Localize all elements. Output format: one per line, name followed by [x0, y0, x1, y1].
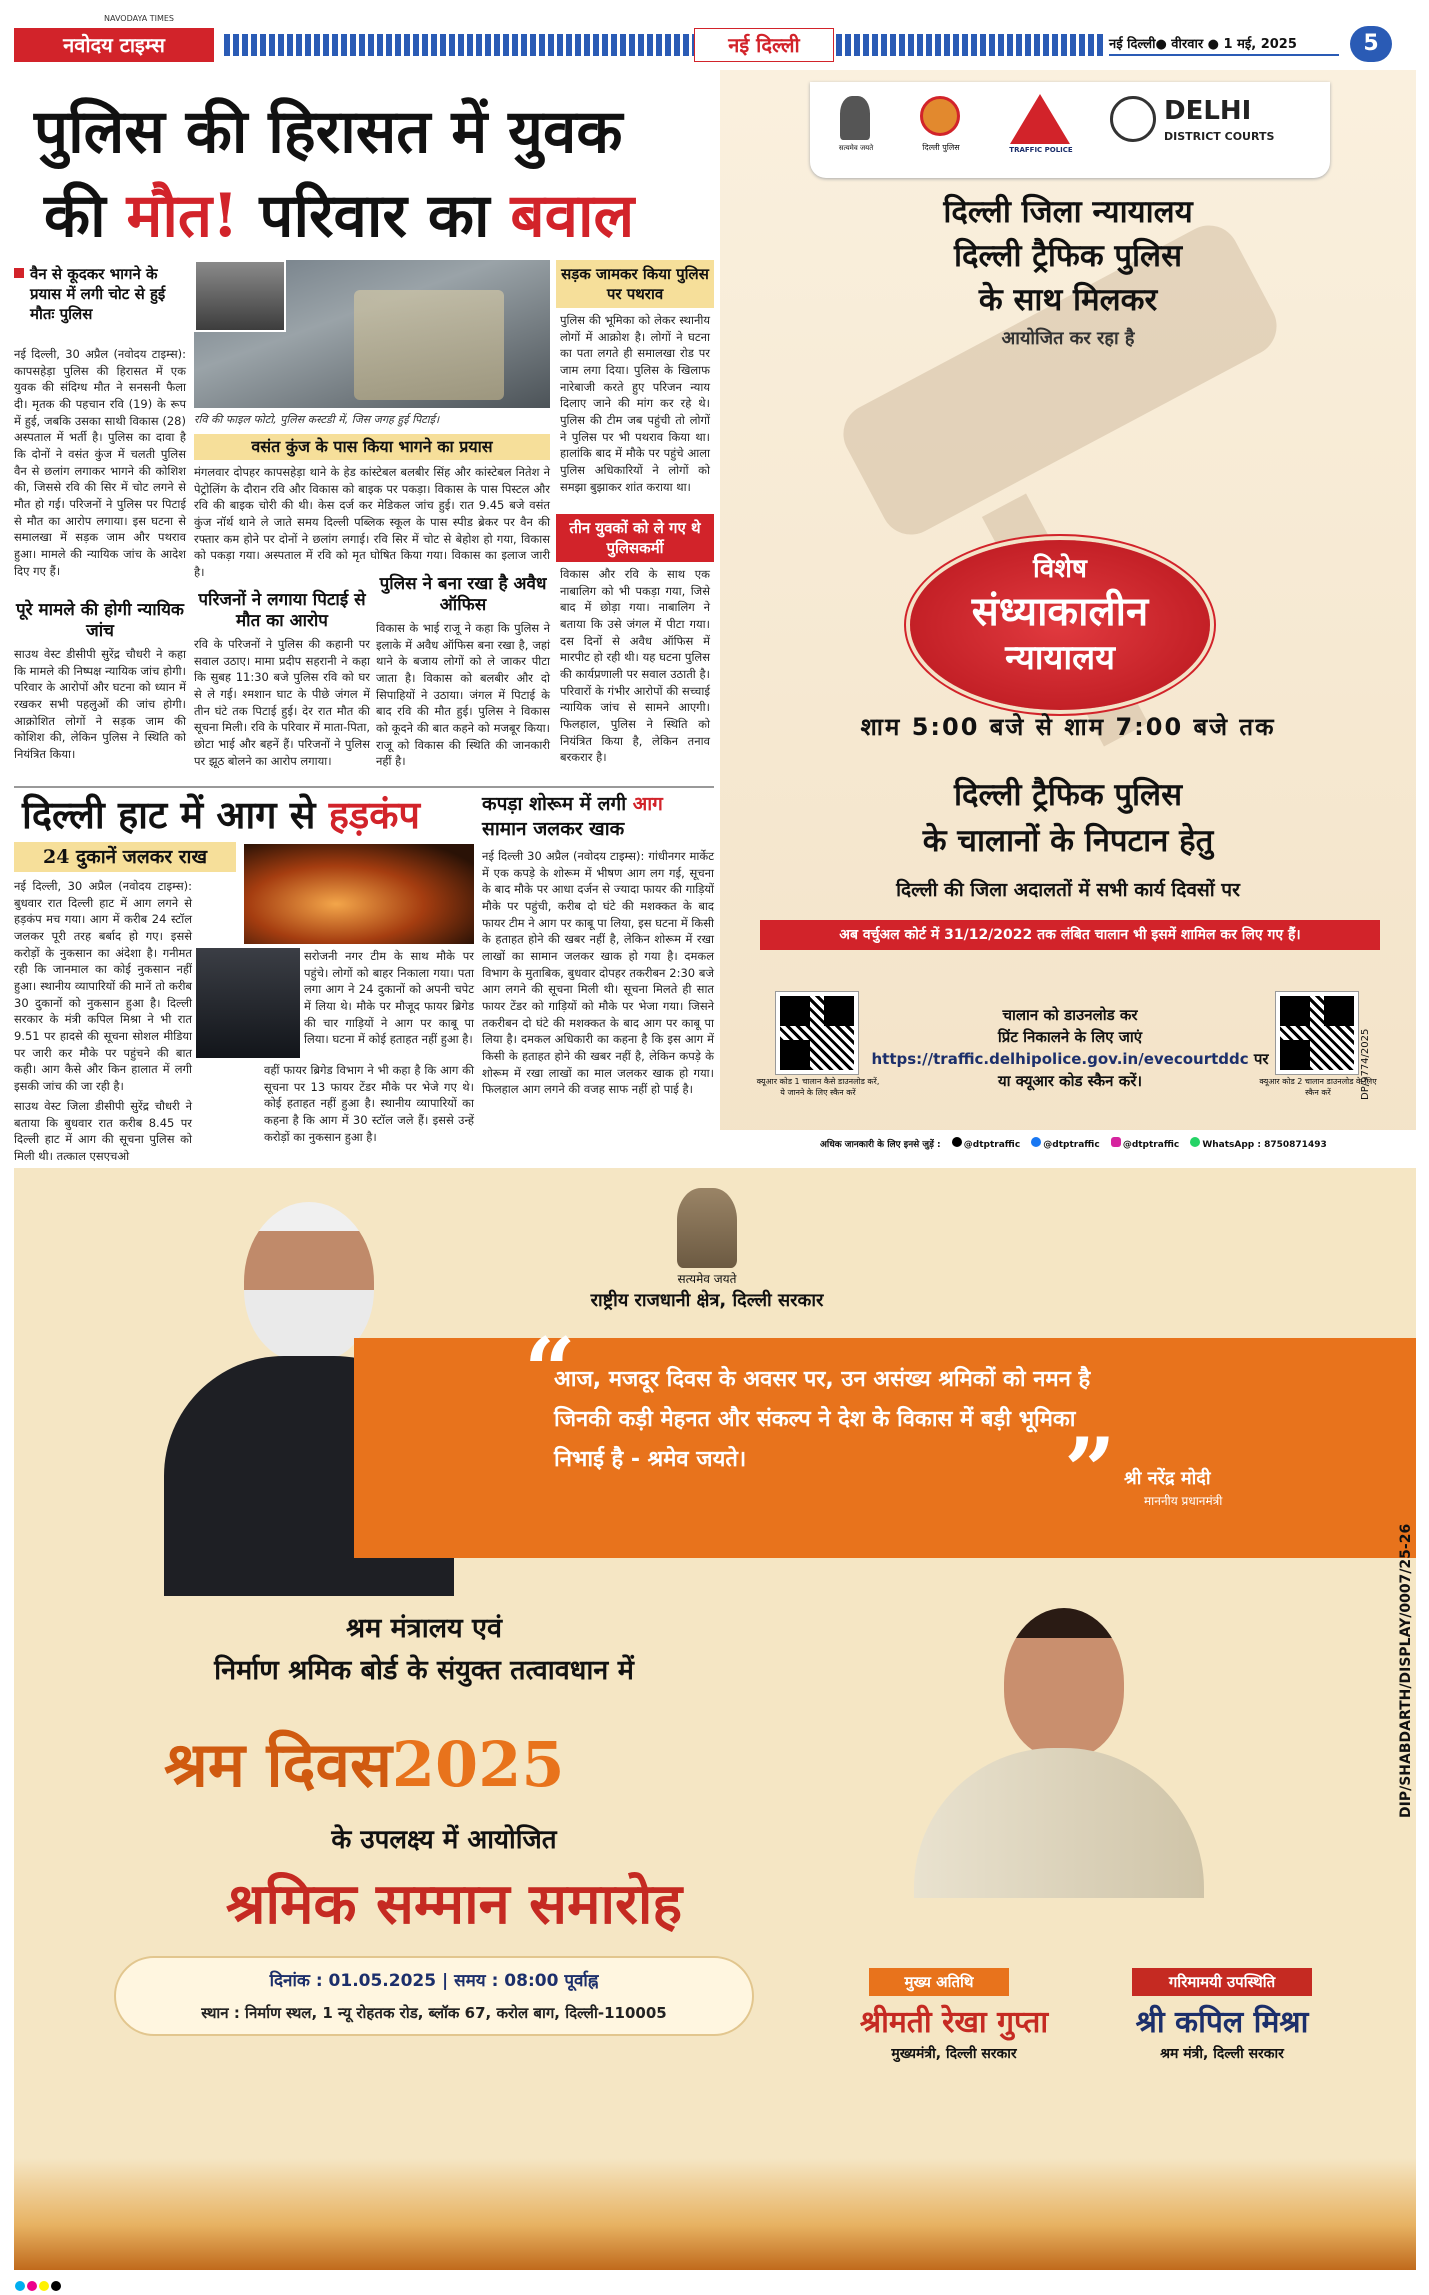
event-title [164, 1728, 764, 1802]
ad-labour-day [14, 1168, 1416, 2270]
social-facebook[interactable]: @dtptraffic [1043, 1140, 1100, 1150]
date-time: दिनांक : 01.05.2025 | समय : 08:00 पूर्वाह्न [269, 1971, 599, 1991]
whatsapp-icon [1190, 1137, 1200, 1147]
header-stripe-left [224, 34, 694, 56]
quote-author-title: माननीय प्रधानमंत्री [1144, 1494, 1223, 1508]
ad1-notice: अब वर्चुअल कोर्ट में 31/12/2022 तक लंबित चालान भी इसमें शामिल कर लिए गए हैं। [760, 920, 1380, 950]
facebook-icon [1031, 1137, 1041, 1147]
headline-part: दिल्ली हाट में आग से [22, 792, 329, 837]
headline-part: सामान जलकर खाक [482, 818, 625, 840]
portrait-body [914, 1748, 1204, 1898]
qr1-label: क्यूआर कोड 1 चालान कैसे डाउनलोड करें, ये जानने के लिए स्कैन करें [756, 1077, 880, 1097]
story1-body1: नई दिल्ली, 30 अप्रैल (नवोदय टाइम्स): कापसहेड़ा पुलिस की हिरासत में एक युवक की संदिग्ध मौत ने सनसनी फैला दी। मृतक की पहचान रवि (19) के रूप में हुई, जबकि उसका साथी विकास (28) अस्पताल में भर्ती है। पुलिस का दावा है कि दोनों ने वसंत कुंज में चलती पुलिस वैन से छलांग लगाकर भागने की कोशिश की, जिससे रवि की सिर में चोट लगने से मौत हो गई। परिजनों ने पुलिस पर पिटाई से मौत का आरोप लगाया। इस घटना से समालखा में सड़क जाम और पथराव हुआ। मामले की न्यायिक जांच के आदेश दिए गए हैं। [14, 347, 186, 578]
masthead [14, 14, 1414, 62]
court-logo-title: DELHI [1164, 96, 1252, 126]
chief-guest-name: श्रीमती रेखा गुप्ता [859, 2005, 1049, 2040]
story1-photo [194, 260, 550, 408]
footer-lead: अधिक जानकारी के लिए इनसे जुड़ें : [820, 1140, 941, 1150]
box1-heading: सड़क जामकर किया पुलिस पर पथराव [556, 260, 714, 308]
header-stripe-right [836, 34, 1104, 56]
date-pill [114, 1956, 754, 2036]
story2 [14, 792, 474, 1164]
sidebar-box2 [556, 514, 714, 776]
badge-line1: विशेष [1033, 554, 1087, 584]
guest-name: श्री कपिल मिश्रा [1135, 2005, 1309, 2040]
quote-box [354, 1318, 1416, 1558]
ad1-timing: शाम 5:00 बजे से शाम 7:00 बजे तक [860, 713, 1276, 741]
download-url-tail: पर [1248, 1050, 1269, 1068]
headline-highlight: हड़कंप [328, 792, 421, 837]
download-line2: प्रिंट निकालने के लिए जाएं [997, 1028, 1143, 1046]
occasion: के उपलक्ष्य में आयोजित [331, 1825, 557, 1855]
badge-line2: संध्याकालीन [971, 588, 1149, 635]
ad1-title-line1: दिल्ली जिला न्यायालय [943, 194, 1193, 230]
brand-logo: नवोदय टाइम्स [14, 28, 214, 62]
story2-body2: साउथ वेस्ट जिला डीसीपी सुरेंद्र चौधरी ने बताया कि बुधवार रात करीब 8.45 पर दिल्ली हाट में आग की सूचना पुलिस को मिली थी। तत्काल एसएचओ [14, 1099, 192, 1164]
ashoka-emblem-icon [840, 96, 870, 140]
portrait-head [1004, 1608, 1124, 1758]
ad1-title-line3: के साथ मिलकर [978, 282, 1158, 318]
logo-strip [810, 82, 1330, 178]
story1-body2: साउथ वेस्ट डीसीपी सुरेंद्र चौधरी ने कहा कि मामले की निष्पक्ष न्यायिक जांच होगी। परिवार के आरोपों और घटना को ध्यान में रखकर सभी पहलुओं की जांच होगी। आक्रोशित लोगों ने सड़क जाम की कोशिश की, लेकिन पुलिस ने स्थिति को नियंत्रित किया। [14, 647, 186, 762]
brand-small: NAVODAYA TIMES [104, 14, 175, 23]
organizers [114, 1608, 734, 1692]
headline-part: कपड़ा शोरूम में लगी [482, 793, 633, 815]
district-court-seal-icon [1110, 96, 1156, 142]
story1-headline-line2 [44, 180, 724, 252]
download-info [870, 1004, 1270, 1092]
chief-guest-title: मुख्यमंत्री, दिल्ली सरकार [891, 2046, 1017, 2062]
story2-headline [22, 792, 482, 838]
govt-name: राष्ट्रीय राजधानी क्षेत्र, दिल्ली सरकार [590, 1290, 824, 1311]
instagram-icon [1111, 1137, 1121, 1147]
story1-body5: विकास के भाई राजू ने कहा कि पुलिस ने इलाके में अवैध ऑफिस बना रखा है, जहां थाने के बजाय लोगों को ले जाकर पीटा जाता है। विकास को बलबीर और दो सिपाहियों ने उठाया। जंगल में पिटाई के बाद रवि की मौत हुई। पुलिस ने विकास को कूदने की बात कहने को मजबूर किया। राजू को विकास की स्थिति की जानकारी नहीं है। [376, 621, 550, 769]
story3 [482, 792, 714, 1152]
sidebar-box1 [556, 260, 714, 506]
qr2-label: क्यूआर कोड 2 चालान डाउनलोड के लिए स्कैन करें [1259, 1077, 1377, 1097]
event-title-year: 2025 [391, 1728, 565, 1801]
ad1-code: DP/9774/2025 [1360, 1028, 1371, 1100]
story1 [14, 96, 714, 786]
story1-photo-caption: रवि की फाइल फोटो, पुलिस कस्टडी में, जिस जगह हुई पिटाई। [194, 413, 440, 426]
close-quote-icon: ” [1064, 1418, 1116, 1524]
story2-body3: सरोजनी नगर टीम के साथ मौके पर पहुंचे। लोगों को बाहर निकाला गया। पता लगा आग ने 24 दुकानों को अपनी चपेट में लिया थे। मौके पर मौजूद फायर ब्रिगेड की चार गाड़ियों ने आग पर काबू पा लिया। घटना में कोई हताहत नहीं हुआ है। [304, 949, 474, 1047]
x-icon [952, 1137, 962, 1147]
story1-banner: वसंत कुंज के पास किया भागने का प्रयास [194, 434, 550, 460]
box2-body: विकास और रवि के साथ एक नाबालिग को भी पकड़ा गया, जिसे बाद में छोड़ा गया। नाबालिग ने बताया कि उसे जंगल में पीटा गया। दस दिनों से अवैध ऑफिस में मारपीट हो रही थी। यह घटना पुलिस की कार्यप्रणाली पर सवाल उठाती है। परिवारों के गंभीर आरोपों की सच्चाई न्यायिक जांच से सामने आएगी। फिलहाल, पुलिस ने स्थिति को नियंत्रित किया है, लेकिन तनाव बरकरार है। [560, 567, 710, 765]
social-whatsapp[interactable]: WhatsApp : 8750871493 [1202, 1140, 1327, 1150]
city-label: नई दिल्ली [694, 28, 834, 62]
story1-body3: मंगलवार दोपहर कापसहेड़ा थाने के हेड कांस्टेबल बलबीर सिंह और कांस्टेबल नितेश ने पेट्रोलिंग के दौरान रवि और विकास को बाइक पर पकड़ा। विकास के पास पिस्टल और रवि की बाइक चोरी की थी। केस दर्ज कर मेडिकल जांच हुई। रात 9.45 बजे वसंत कुंज नॉर्थ थाने ले जाते समय दिल्ली पब्लिक स्कूल के पास स्पीड ब्रेकर पर वैन की रफ्तार कम होने पर दोनों ने छलांग लगाई। रवि सिर में चोट से बेहोश हो गया, विकास को पकड़ा गया। अस्पताल में रवि को मृत घोषित किया गया। विकास का इलाज जारी है। [194, 465, 550, 580]
venue: स्थान : निर्माण स्थल, 1 न्यू रोहतक रोड, ब्लॉक 67, करोल बाग, दिल्ली-110005 [201, 2004, 667, 2022]
event-title-a: श्रम दिवस [164, 1728, 392, 1801]
delhi-police-logo-icon [920, 96, 960, 136]
logo-label: दिल्ली पुलिस [922, 143, 960, 152]
workers-silhouette-band [14, 2158, 1416, 2270]
download-line1: चालान को डाउनलोड कर [1002, 1006, 1138, 1024]
story3-body: नई दिल्ली 30 अप्रैल (नवोदय टाइम्स): गांधीनगर मार्केट में एक कपड़े के शोरूम में भीषण आग लग गई, सूचना के बाद मौके पर आधा दर्जन से ज्यादा फायर की गाड़ियों मौके पर पहुंची, करीब दो घंटे की मशक्कत के बाद फायर टीम ने आग पर काबू पा लिया, इस घटना में किसी के हताहत होने की खबर नहीं है, लेकिन शोरूम में रखा लाखों का सामान जलकर खाक हो गया है। दमकल विभाग के मुताबिक, बुधवार दोपहर तकरीबन 2:30 बजे आग लगने की सूचना मिली थी। सूचना मिलते ही सात फायर टेंडर को गाड़ियों को मौके पर भेजा गया। जिसने तकरीबन दो घंटे की मशक्कत के बाद आग पर काबू पा लिया है। दमकल अधिकारी का कहना है कि इस आग में किसी के हताहत होने की खबर नहीं है, लेकिन कपड़े के शोरूम में रखा लाखों का माल जलकर खाक हो गया। फिलहाल आग लगने की वजह साफ नहीं हो पाई है। [482, 849, 714, 1097]
story1-body4: रवि के परिजनों ने पुलिस की कहानी पर सवाल उठाए। मामा प्रदीप सहरानी ने कहा कि सुबह 11:30 बजे पुलिस रवि को घर से ले गई। श्मशान घाट के पीछे जंगल में तीन घंटे तक पिटाई हुई। देर रात मौत की सूचना मिली। रवि के परिवार में माता-पिता, छोटा भाई और बहनें हैं। परिजनों ने पुलिस पर झूठ बोलने का आरोप लगाया। [194, 637, 370, 768]
download-url-link[interactable]: https://traffic.delhipolice.gov.in/evecourtddc [871, 1050, 1249, 1068]
ad1-purpose [720, 772, 1416, 864]
headline-highlight: मौत! [126, 181, 239, 251]
event-main: श्रमिक सम्मान समारोह [225, 1871, 683, 1937]
ad2-code: DIP/SHABDARTH/DISPLAY/0007/25-26 [1398, 1523, 1414, 1818]
story1-subhead1: पूरे मामले की होगी न्यायिक जांच [15, 600, 184, 641]
story1-kicker [14, 264, 186, 324]
ad1-courts: दिल्ली की जिला अदालतों में सभी कार्य दिवसों पर [896, 879, 1240, 901]
social-instagram[interactable]: @dtptraffic [1122, 1140, 1180, 1150]
story2-body1: नई दिल्ली, 30 अप्रैल (नवोदय टाइम्स): बुधवार रात दिल्ली हाट में आग लगने से हड़कंप मच गया। आग में करीब 24 स्टॉल जलकर पूरी तरह बर्बाद हो गए। इससे करोड़ों के नुकसान का अंदेशा है। गनीमत रही कि जानमाल का कोई नुकसान नहीं हुआ। स्थानीय व्यापारियों की मानें तो करीब 30 दुकानों को नुकसान हुआ है। दिल्ली सरकार के मंत्री कपिल मिश्रा ने भी रात 9.51 पर हादसे की सूचना सोशल मीडिया पर जारी कर मौके पर पहुंचने की बात कही। आग कैसे और किन हालात में लगी इसकी जांच की जा रही है। [14, 879, 192, 1094]
headline-highlight: बवाल [510, 181, 635, 251]
court-logo-subtitle: DISTRICT COURTS [1164, 130, 1275, 143]
kicker-bullet [14, 268, 24, 278]
kicker-text: वैन से कूदकर भागने के प्रयास में लगी चोट से हुई मौतः पुलिस [30, 265, 166, 323]
qr-code-2[interactable] [1276, 992, 1358, 1074]
org-line1: श्रम मंत्रालय एवं [345, 1613, 502, 1644]
traffic-police-logo-icon [1010, 94, 1070, 144]
qr-code-1[interactable] [776, 992, 858, 1074]
story2-fire-photo [244, 844, 474, 944]
box2-heading: तीन युवकों को ले गए थे पुलिसकर्मी [556, 514, 714, 562]
story1-subhead2: परिजनों ने लगाया पिटाई से मौत का आरोप [198, 590, 366, 631]
ad1-title-line2: दिल्ली ट्रैफिक पुलिस [953, 238, 1183, 274]
evening-court-badge [910, 540, 1210, 710]
ad1-footer [720, 1130, 1416, 1160]
divider [14, 786, 714, 788]
org-line2: निर्माण श्रमिक बोर्ड के संयुक्त तत्वावधान में [214, 1655, 634, 1686]
story3-headline [482, 792, 714, 842]
story2-body4: वहीं फायर ब्रिगेड विभाग ने भी कहा है कि आग की सूचना पर 13 फायर टेंडर मौके पर भेजे गए थे। कोई हताहत नहीं हुआ है। स्थानीय व्यापारियों का कहना है कि आग में 30 स्टॉल जले हैं। इससे उन्हें करोड़ों का नुकसान हुआ है। [264, 1063, 474, 1144]
story2-minister-photo [196, 948, 300, 1058]
ashoka-emblem-icon [677, 1188, 737, 1268]
quote-text: आज, मजदूर दिवस के अवसर पर, उन असंख्य श्रमिकों को नमन है जिनकी कड़ी मेहनत और संकल्प ने देश के विकास में बड़ी भूमिका निभाई है - श्रमेव जयते। [554, 1367, 1091, 1472]
story1-headline-line1: पुलिस की हिरासत में युवक [34, 97, 623, 167]
social-x[interactable]: @dtptraffic [963, 1140, 1021, 1150]
download-line3: या क्यूआर कोड स्कैन करें। [997, 1072, 1143, 1090]
dateline: नई दिल्ली● वीरवार ● 1 मई, 2025 [1109, 34, 1339, 56]
rekha-gupta-portrait [914, 1608, 1204, 1898]
photo-police-group [354, 290, 504, 400]
badge-line3: न्यायालय [1005, 638, 1115, 678]
ad1-title [720, 190, 1416, 322]
purpose-line1: दिल्ली ट्रैफिक पुलिस [953, 777, 1183, 813]
quote-author: श्री नरेंद्र मोदी [1124, 1468, 1211, 1489]
headline-highlight: आग [632, 793, 663, 815]
story1-subhead3: पुलिस ने बना रखा है अवैध ऑफिस [379, 574, 547, 615]
story2-subhead: 24 दुकानें जलकर राख [14, 842, 236, 872]
page-number: 5 [1350, 26, 1392, 62]
emblem-text: सत्यमेव जयते [677, 1272, 737, 1286]
download-url-line [870, 1048, 1270, 1070]
headline-part: परिवार का [238, 181, 511, 251]
open-quote-icon: “ [524, 1318, 576, 1424]
registration-marks [14, 2276, 1414, 2290]
logo-label: सत्यमेव जयते [838, 144, 874, 152]
headline-part: की [44, 181, 127, 251]
box1-body: पुलिस की भूमिका को लेकर स्थानीय लोगों में आक्रोश है। लोगों ने घटना का पता लगते ही समालखा रोड पर जाम लगा दिया। पुलिस के खिलाफ नारेबाजी करते हुए परिजन न्याय दिलाए जाने की मांग कर रहे थे। पुलिस की टीम जब पहुंची तो लोगों ने पुलिस पर भी पथराव किया था। हालांकि बाद में मौके पर पहुंचे आला पुलिस अधिकारियों ने लोगों को समझा बुझाकर शांत कराया था। [560, 313, 710, 494]
logo-label: TRAFFIC POLICE [1009, 146, 1073, 154]
ad1-organized: आयोजित कर रहा है [1001, 328, 1135, 349]
guest-title: श्रम मंत्री, दिल्ली सरकार [1160, 2046, 1284, 2062]
guest-tag: गरिमामयी उपस्थिति [1132, 1968, 1312, 1996]
purpose-line2: के चालानों के निपटान हेतु [922, 823, 1214, 859]
chief-guest-tag: मुख्य अतिथि [869, 1968, 1009, 1996]
ad-evening-court [720, 70, 1416, 1160]
inset-photo [194, 260, 286, 332]
